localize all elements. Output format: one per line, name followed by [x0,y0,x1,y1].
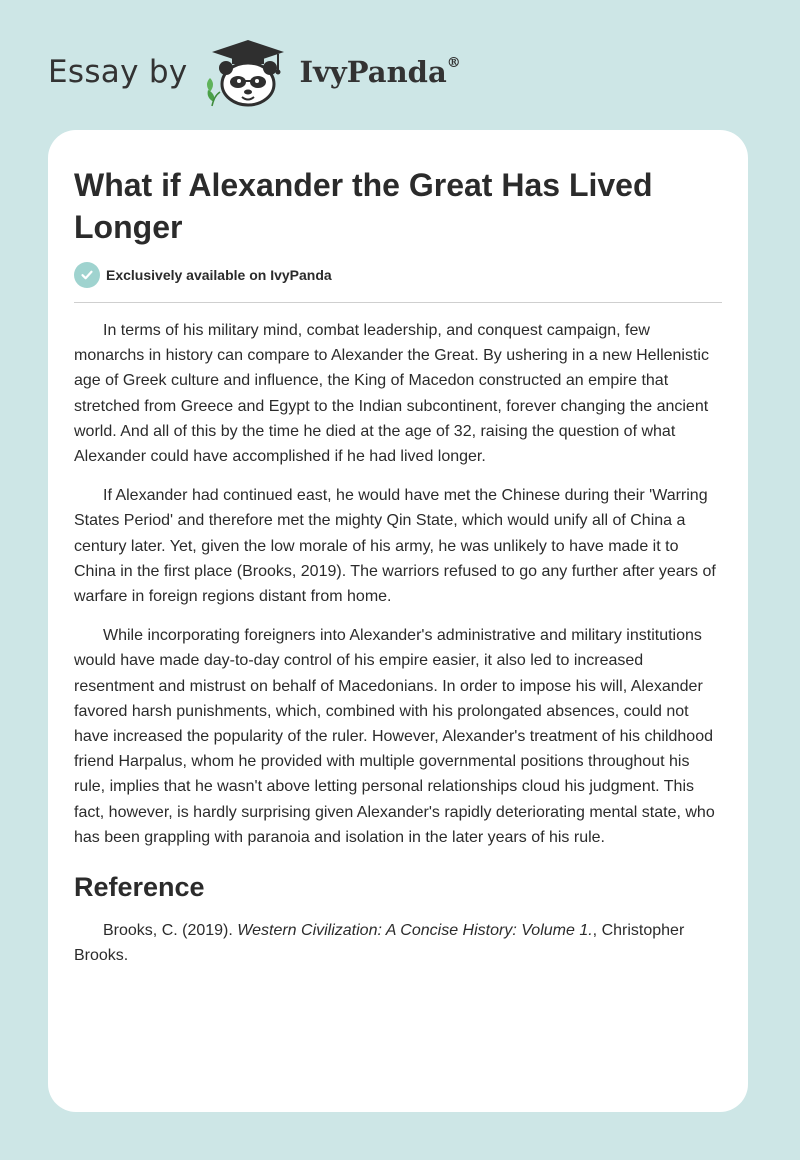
reference-heading: Reference [74,872,205,903]
brand-text: IvyPanda [299,54,447,89]
check-circle-icon [74,262,100,288]
paragraph-1: In terms of his military mind, combat leadership, and conquest campaign, few monarchs in history can compare to Alexander the Great. By ushering in a new Hellenistic age of Greek culture and influence, the King of Macedon constructed an empire that stretched from Greece and Egypt to the Indian subcontinent, forever changing the ancient world. And all of this by the time he died at the age of 32, raising the question of what Alexander could have accomplished if he had lived longer. [74,322,709,466]
essay-card [48,130,748,1112]
registered-mark: ® [446,54,461,71]
page-title: What if Alexander the Great Has Lived Longer [74,167,653,245]
essay-body [74,318,724,968]
paragraph-3: While incorporating foreigners into Alexander's administrative and military institutions would have made day-to-day control of his empire easier, it also led to increased resentment and mistrust on behalf of Macedonians. In order to impose his will, Alexander favored harsh punishments, which, combined with his prolongated absences, could not have increased the popularity of the ruler. However, Alexander's treatment of his childhood friend Harpalus, whom he provided with multiple governmental positions throughout his rule, implies that he wasn't above letting personal relationships cloud his judgment. This fact, however, is hardly surprising given Alexander's rapidly deteriorating mental state, who has been grappling with paranoia and isolation in the later years of his rule. [74,627,715,846]
essay-by-label: Essay by [48,53,188,90]
reference-work-title: Western Civilization: A Concise History: Volume 1. [237,922,593,940]
title-divider [74,302,722,303]
exclusive-label: Exclusively available on IvyPanda [106,267,332,283]
brand-name[interactable] [299,54,461,89]
paragraph-2: If Alexander had continued east, he would have met the Chinese during their 'Warring States Period' and therefore met the mighty Qin State, which would unify all of China a century later. Yet, given the low morale of his army, he was unlikely to have made it to China in the first place (Brooks, 2019). The warriors refused to go any further after years of warfare in foreign regions distant from home. [74,487,716,606]
exclusive-badge [74,262,332,288]
panda-graduate-logo-icon[interactable] [202,36,294,108]
reference-entry [74,918,724,968]
reference-authors: Brooks, C. (2019). [103,922,238,940]
site-header [48,36,461,108]
reference-publisher: , Christopher Brooks. [74,922,685,965]
